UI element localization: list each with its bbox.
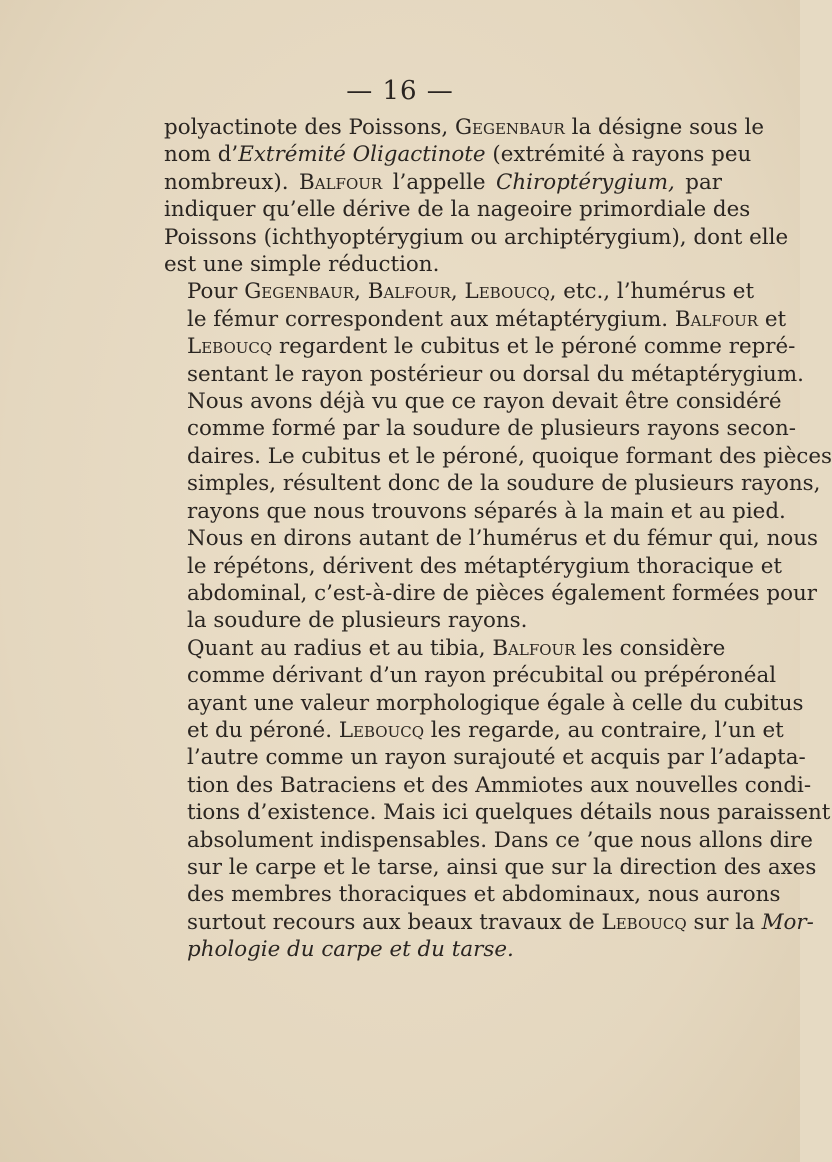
text-run: rayons que nous trouvons séparés à la main et au pied. <box>187 498 786 524</box>
text-line <box>164 415 797 442</box>
text-line <box>164 607 722 634</box>
italic-term: Extrémité Oligactinote <box>238 142 486 168</box>
text-run: comme formé par la soudure de plusieurs rayons secon- <box>187 416 797 442</box>
text-line <box>164 470 821 497</box>
text-run: la soudure de plusieurs rayons. <box>187 608 528 634</box>
text-line <box>164 553 783 580</box>
author-name: Balfour <box>674 306 759 332</box>
text-line <box>164 827 813 854</box>
text-line <box>164 881 781 908</box>
text-run: des membres thoraciques et abdominaux, nous aurons <box>187 882 781 908</box>
text-line <box>164 580 818 607</box>
text-run: indiquer qu’elle dérive de la nageoire primordiale des <box>164 197 751 223</box>
text-run: Quant au radius et au tibia, <box>187 635 493 661</box>
author-name: Gegenbaur <box>454 115 565 140</box>
text-line <box>164 854 817 881</box>
text-line <box>164 196 751 223</box>
text-line <box>164 690 804 717</box>
text-run: par <box>674 169 722 195</box>
text-run: le répétons, dérivent des métaptérygium thoracique et <box>187 553 783 579</box>
text-line <box>164 662 777 689</box>
text-run: surtout recours aux beaux travaux de <box>187 909 602 935</box>
author-name: Leboucq <box>464 279 550 305</box>
text-run: simples, résultent donc de la soudure de plusieurs rayons, <box>187 471 821 497</box>
text-line <box>164 361 804 388</box>
author-name: Balfour <box>492 635 576 661</box>
text-run: Pour <box>187 279 245 305</box>
text-line <box>164 744 806 771</box>
text-run: , <box>354 279 368 305</box>
text-line <box>164 224 789 251</box>
author-name: Gegenbaur <box>244 279 355 305</box>
text-line <box>164 169 722 196</box>
author-name: Leboucq <box>601 909 687 935</box>
text-run: abdominal, c’est-à-dire de pièces également formées pour <box>187 580 818 606</box>
author-name: Balfour <box>367 279 451 305</box>
text-run: le fémur correspondent aux métaptérygium. <box>187 306 675 332</box>
italic-term: phologie du carpe et du tarse. <box>187 937 514 963</box>
text-run: tions d’existence. Mais ici quelques détails nous paraissent <box>187 800 831 826</box>
text-run: les regarde, au contraire, l’un et <box>424 717 784 743</box>
text-line <box>164 306 787 333</box>
text-line <box>164 333 796 360</box>
page-number: — 16 — <box>346 76 454 106</box>
author-name: Leboucq <box>187 334 273 360</box>
text-run: les considère <box>575 635 726 661</box>
text-run: absolument indispensables. Dans ce ’que nous allons dire <box>187 827 813 853</box>
text-run: regardent le cubitus et le péroné comme repré- <box>272 334 796 360</box>
text-run: sur la <box>686 909 762 935</box>
text-run: , <box>450 279 465 305</box>
text-run: polyactinote des Poissons, <box>164 115 455 140</box>
text-run: tion des Batraciens et des Ammiotes aux nouvelles condi- <box>187 772 812 798</box>
text-run: Nous en dirons autant de l’humérus et du fémur qui, nous <box>187 526 818 552</box>
text-line <box>164 635 726 662</box>
author-name: Leboucq <box>338 717 424 743</box>
italic-term: Chiroptérygium, <box>496 169 675 195</box>
body-text <box>164 114 832 964</box>
text-run: nom d’ <box>164 142 239 168</box>
text-line <box>164 443 832 470</box>
text-run: comme dérivant d’un rayon précubital ou prépéronéal <box>187 663 777 689</box>
text-line <box>164 388 782 415</box>
text-run: , etc., l’humérus et <box>549 279 755 305</box>
text-run: Poissons (ichthyoptérygium ou archiptérygium), dont elle <box>164 224 789 250</box>
text-line <box>164 278 755 305</box>
text-line <box>164 936 722 963</box>
paragraph-1 <box>164 114 789 278</box>
text-run: l’appelle <box>382 169 497 195</box>
text-run: nombreux). <box>164 169 300 195</box>
italic-term: Mor- <box>761 909 814 935</box>
text-run: et <box>758 306 787 332</box>
text-line <box>164 525 818 552</box>
text-line <box>164 114 765 141</box>
text-run: la désigne sous le <box>564 115 765 140</box>
text-line <box>164 498 786 525</box>
paragraph-2 <box>164 278 832 634</box>
text-run: sentant le rayon postérieur ou dorsal du métaptérygium. <box>187 361 804 387</box>
text-run: (extrémité à rayons peu <box>485 142 752 168</box>
text-line <box>164 717 784 744</box>
text-run: l’autre comme un rayon surajouté et acquis par l’adapta- <box>187 745 806 771</box>
paragraph-3 <box>164 635 831 964</box>
text-run: Nous avons déjà vu que ce rayon devait être considéré <box>187 389 782 415</box>
text-line <box>164 799 831 826</box>
author-name: Balfour <box>299 169 383 195</box>
text-line <box>164 251 722 278</box>
text-line <box>164 909 814 936</box>
text-run: daires. Le cubitus et le péroné, quoique formant des pièces <box>187 443 832 469</box>
text-run: sur le carpe et le tarse, ainsi que sur la direction des axes <box>187 854 817 880</box>
text-run: ayant une valeur morphologique égale à celle du cubitus <box>187 690 804 716</box>
text-run: est une simple réduction. <box>164 252 440 278</box>
text-line <box>164 141 752 168</box>
text-run: et du péroné. <box>187 717 339 743</box>
text-line <box>164 772 812 799</box>
